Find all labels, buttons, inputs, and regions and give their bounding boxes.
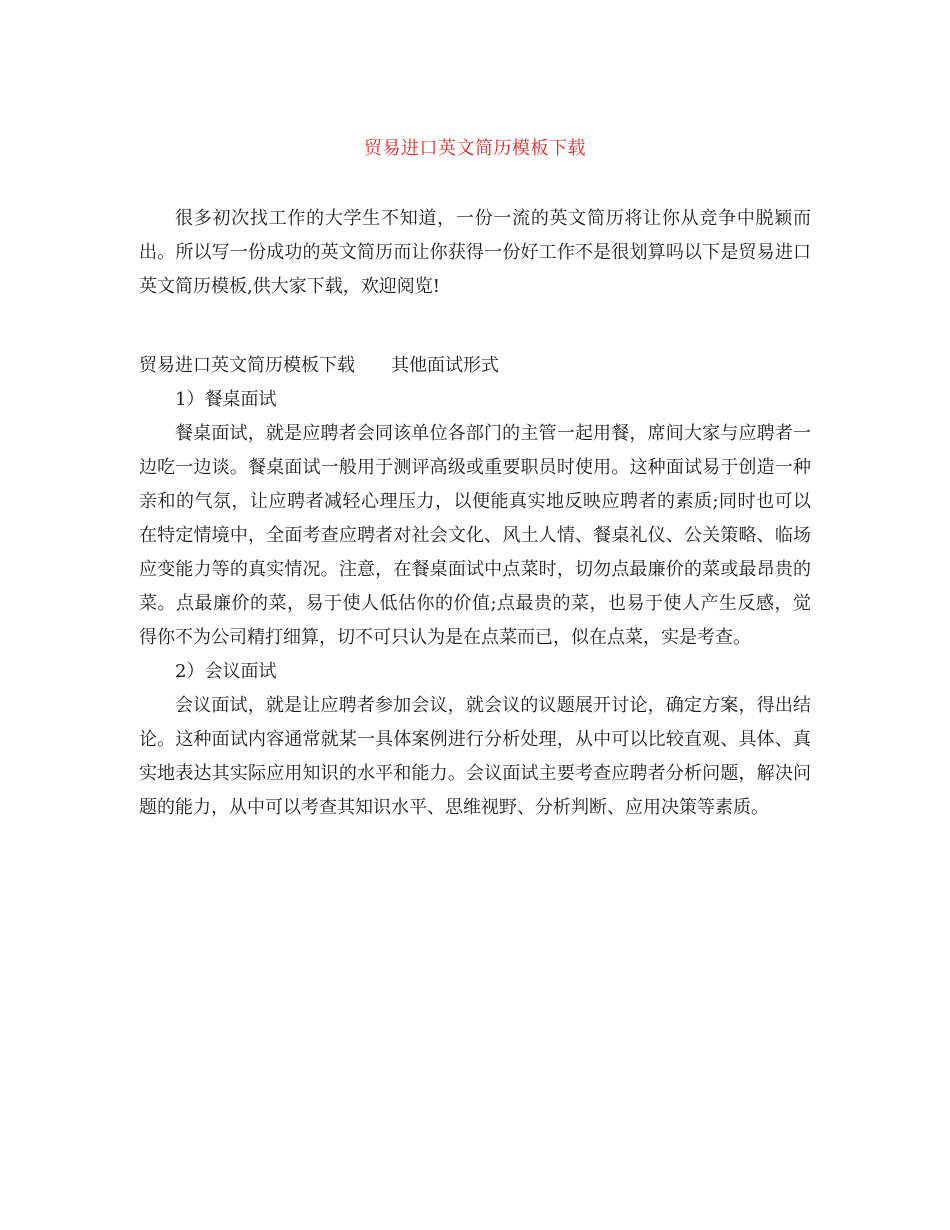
- item-label-dining-interview: 1）餐桌面试: [175, 389, 277, 410]
- section-heading: 贸易进口英文简历模板下载 其他面试形式: [139, 355, 499, 376]
- item-label-meeting-interview: 2）会议面试: [175, 661, 277, 682]
- item-body-meeting-interview: 会议面试，就是让应聘者参加会议，就会议的议题展开讨论，确定方案，得出结论。这种面试内容通常就某一具体案例进行分析处理，从中可以比较直观、具体、真实地表达其实际应用知识的水平和能力。会议面试主要考查应聘者分析问题，解决问题的能力，从中可以考查其知识水平、思维视野、分析判断、应用决策等素质。: [139, 695, 811, 818]
- intro-section: [139, 202, 811, 304]
- item-body-dining-interview: 餐桌面试，就是应聘者会同该单位各部门的主管一起用餐，席间大家与应聘者一边吃一边谈。餐桌面试一般用于测评高级或重要职员时使用。这种面试易于创造一种亲和的气氛，让应聘者减轻心理压力，以便能真实地反映应聘者的素质;同时也可以在特定情境中，全面考查应聘者对社会文化、风土人情、餐桌礼仪、公关策略、临场应变能力等的真实情况。注意，在餐桌面试中点菜时，切勿点最廉价的菜或最昂贵的菜。点最廉价的菜，易于使人低估你的价值;点最贵的菜，也易于使人产生反感，觉得你不为公司精打细算，切不可只认为是在点菜而已，似在点菜，实是考查。: [139, 423, 811, 648]
- intro-paragraph: 很多初次找工作的大学生不知道，一份一流的英文简历将让你从竞争中脱颖而出。所以写一份成功的英文简历而让你获得一份好工作不是很划算吗以下是贸易进口英文简历模板,供大家下载，欢迎阅览!: [139, 208, 811, 297]
- document-title: 贸易进口英文简历模板下载: [364, 138, 586, 159]
- main-section: [139, 349, 811, 825]
